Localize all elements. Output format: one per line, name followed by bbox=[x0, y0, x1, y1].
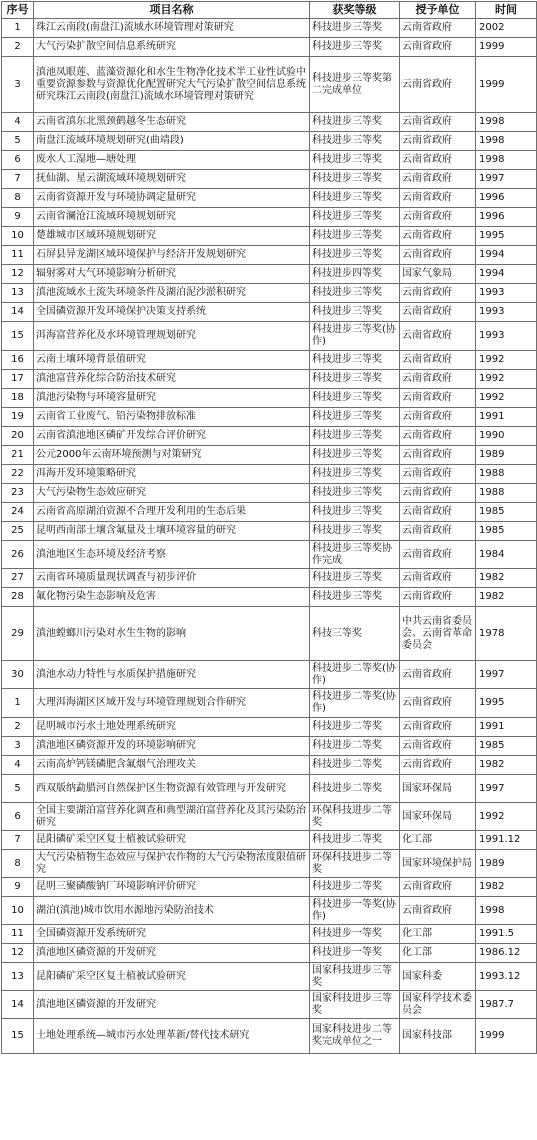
award-year: 1991.5 bbox=[476, 925, 537, 944]
row-number: 12 bbox=[2, 944, 34, 963]
award-year: 1986.12 bbox=[476, 944, 537, 963]
award-level: 科技进步三等奖 bbox=[310, 303, 400, 322]
table-row bbox=[2, 322, 537, 351]
table-row bbox=[2, 465, 537, 484]
award-level: 国家科技进步三等奖 bbox=[310, 991, 400, 1019]
award-level: 科技进步二等奖(协作) bbox=[310, 689, 400, 718]
award-level: 科技进步三等奖 bbox=[310, 151, 400, 170]
awarding-unit: 云南省政府 bbox=[400, 57, 476, 113]
table-row bbox=[2, 370, 537, 389]
award-year: 1982 bbox=[476, 569, 537, 588]
table-row bbox=[2, 227, 537, 246]
row-number: 7 bbox=[2, 170, 34, 189]
awarding-unit: 云南省政府 bbox=[400, 465, 476, 484]
awarding-unit: 化工部 bbox=[400, 944, 476, 963]
award-year: 1997 bbox=[476, 775, 537, 803]
project-name: 滇池凤眼莲、蓝藻资源化和水生生物净化技术半工业性试验中重要资源参数与资源优化配置研究大气污染扩散空间信息系统研究珠江云南段(南盘江)流域水环境管理对策研究 bbox=[34, 57, 310, 113]
award-year: 1991 bbox=[476, 718, 537, 737]
award-year: 1992 bbox=[476, 389, 537, 408]
awarding-unit: 化工部 bbox=[400, 925, 476, 944]
table-row bbox=[2, 446, 537, 465]
row-number: 30 bbox=[2, 661, 34, 689]
award-year: 1999 bbox=[476, 38, 537, 57]
row-number: 15 bbox=[2, 322, 34, 351]
table-row bbox=[2, 113, 537, 132]
project-name: 云南省滇池地区磷矿开发综合评价研究 bbox=[34, 427, 310, 446]
table-row bbox=[2, 284, 537, 303]
award-year: 1989 bbox=[476, 850, 537, 878]
project-name: 云南省滇东北黑颈鹤越冬生态研究 bbox=[34, 113, 310, 132]
award-level: 科技进步二等奖 bbox=[310, 775, 400, 803]
award-level: 国家科技进步三等奖 bbox=[310, 963, 400, 991]
award-year: 1998 bbox=[476, 151, 537, 170]
award-level: 科技进步三等奖 bbox=[310, 569, 400, 588]
row-number: 29 bbox=[2, 607, 34, 661]
table-row bbox=[2, 775, 537, 803]
row-number: 13 bbox=[2, 284, 34, 303]
table-header bbox=[2, 2, 537, 19]
table-row bbox=[2, 718, 537, 737]
row-number: 4 bbox=[2, 113, 34, 132]
awarding-unit: 国家环境保护局 bbox=[400, 850, 476, 878]
table-row bbox=[2, 944, 537, 963]
table-row bbox=[2, 925, 537, 944]
project-name: 昆明三聚磷酸钠厂环境影响评价研究 bbox=[34, 878, 310, 897]
awarding-unit: 云南省政府 bbox=[400, 351, 476, 370]
award-year: 1994 bbox=[476, 265, 537, 284]
award-year: 2002 bbox=[476, 19, 537, 38]
project-name: 滇池富营养化综合防治技术研究 bbox=[34, 370, 310, 389]
row-number: 5 bbox=[2, 132, 34, 151]
award-level: 科技进步三等奖 bbox=[310, 351, 400, 370]
awarding-unit: 云南省政府 bbox=[400, 756, 476, 775]
project-name: 滇池地区磷资源的开发研究 bbox=[34, 991, 310, 1019]
table-row bbox=[2, 503, 537, 522]
awarding-unit: 云南省政府 bbox=[400, 370, 476, 389]
table-row bbox=[2, 208, 537, 227]
project-name: 公元2000年云南环境预测与对策研究 bbox=[34, 446, 310, 465]
award-year: 1998 bbox=[476, 897, 537, 925]
award-year: 1982 bbox=[476, 588, 537, 607]
award-year: 1991 bbox=[476, 408, 537, 427]
project-name: 珠江云南段(南盘江)流域水环境管理对策研究 bbox=[34, 19, 310, 38]
awarding-unit: 云南省政府 bbox=[400, 151, 476, 170]
awarding-unit: 国家气象局 bbox=[400, 265, 476, 284]
project-name: 滇池污染物与环境容量研究 bbox=[34, 389, 310, 408]
table-row bbox=[2, 408, 537, 427]
award-level: 科技进步三等奖 bbox=[310, 132, 400, 151]
table-row bbox=[2, 246, 537, 265]
table-row bbox=[2, 522, 537, 541]
table-row bbox=[2, 803, 537, 831]
row-number: 24 bbox=[2, 503, 34, 522]
table-row bbox=[2, 484, 537, 503]
table-row bbox=[2, 963, 537, 991]
award-level: 科技进步二等奖 bbox=[310, 831, 400, 850]
project-name: 全国磷资源开发环境保护决策支持系统 bbox=[34, 303, 310, 322]
awarding-unit: 云南省政府 bbox=[400, 878, 476, 897]
awarding-unit: 云南省政府 bbox=[400, 389, 476, 408]
awarding-unit: 云南省政府 bbox=[400, 718, 476, 737]
award-year: 1999 bbox=[476, 1019, 537, 1054]
table-row bbox=[2, 756, 537, 775]
award-level: 国家科技进步二等奖完成单位之一 bbox=[310, 1019, 400, 1054]
award-level: 科技进步三等奖(协作) bbox=[310, 322, 400, 351]
table-row bbox=[2, 831, 537, 850]
table-row bbox=[2, 569, 537, 588]
awarding-unit: 云南省政府 bbox=[400, 737, 476, 756]
award-year: 1982 bbox=[476, 878, 537, 897]
row-number: 13 bbox=[2, 963, 34, 991]
project-name: 滇池水动力特性与水质保护措施研究 bbox=[34, 661, 310, 689]
table-row bbox=[2, 427, 537, 446]
row-number: 8 bbox=[2, 850, 34, 878]
table-row bbox=[2, 588, 537, 607]
project-name: 滇池地区磷资源的开发研究 bbox=[34, 944, 310, 963]
table-row bbox=[2, 189, 537, 208]
row-number: 14 bbox=[2, 303, 34, 322]
row-number: 5 bbox=[2, 775, 34, 803]
awarding-unit: 云南省政府 bbox=[400, 38, 476, 57]
award-level: 科技进步三等奖 bbox=[310, 38, 400, 57]
award-level: 科技进步一等奖 bbox=[310, 925, 400, 944]
awarding-unit: 云南省政府 bbox=[400, 170, 476, 189]
table-row bbox=[2, 151, 537, 170]
award-level: 科技进步二等奖 bbox=[310, 737, 400, 756]
awarding-unit: 云南省政府 bbox=[400, 284, 476, 303]
project-name: 云南省工业废气、铅污染物排放标准 bbox=[34, 408, 310, 427]
row-number: 6 bbox=[2, 151, 34, 170]
table-row bbox=[2, 737, 537, 756]
header-name: 项目名称 bbox=[34, 2, 310, 19]
award-year: 1989 bbox=[476, 446, 537, 465]
award-level: 环保科技进步二等奖 bbox=[310, 803, 400, 831]
table-row bbox=[2, 1019, 537, 1054]
award-year: 1998 bbox=[476, 113, 537, 132]
project-name: 楚雄城市区域环境规划研究 bbox=[34, 227, 310, 246]
row-number: 19 bbox=[2, 408, 34, 427]
award-level: 科技进步三等奖 bbox=[310, 189, 400, 208]
awarding-unit: 云南省政府 bbox=[400, 661, 476, 689]
award-level: 科技进步三等奖 bbox=[310, 246, 400, 265]
awarding-unit: 国家环保局 bbox=[400, 803, 476, 831]
row-number: 6 bbox=[2, 803, 34, 831]
table-row bbox=[2, 850, 537, 878]
project-name: 全国主要湖泊富营养化调查和典型湖泊富营养化及其污染防治研究 bbox=[34, 803, 310, 831]
award-year: 1997 bbox=[476, 661, 537, 689]
project-name: 氟化物污染生态影响及危害 bbox=[34, 588, 310, 607]
row-number: 16 bbox=[2, 351, 34, 370]
award-year: 1987.7 bbox=[476, 991, 537, 1019]
awarding-unit: 云南省政府 bbox=[400, 19, 476, 38]
award-year: 1998 bbox=[476, 132, 537, 151]
row-number: 9 bbox=[2, 208, 34, 227]
award-level: 科技进步三等奖 bbox=[310, 408, 400, 427]
award-level: 科技进步三等奖 bbox=[310, 113, 400, 132]
award-level: 科技进步三等奖 bbox=[310, 284, 400, 303]
row-number: 14 bbox=[2, 991, 34, 1019]
award-level: 科技进步三等奖 bbox=[310, 427, 400, 446]
awarding-unit: 云南省政府 bbox=[400, 227, 476, 246]
awarding-unit: 云南省政府 bbox=[400, 113, 476, 132]
project-name: 滇池地区生态环境及经济考察 bbox=[34, 541, 310, 569]
table-row bbox=[2, 19, 537, 38]
row-number: 11 bbox=[2, 925, 34, 944]
table-body bbox=[2, 19, 537, 1054]
table-row bbox=[2, 689, 537, 718]
project-name: 昆阳磷矿采空区复土植被试验研究 bbox=[34, 963, 310, 991]
project-name: 洱海富营养化及水环境管理规划研究 bbox=[34, 322, 310, 351]
awarding-unit: 中共云南省委员会、云南省革命委员会 bbox=[400, 607, 476, 661]
award-level: 环保科技进步二等奖 bbox=[310, 850, 400, 878]
row-number: 3 bbox=[2, 57, 34, 113]
header-no: 序号 bbox=[2, 2, 34, 19]
row-number: 26 bbox=[2, 541, 34, 569]
award-year: 1992 bbox=[476, 803, 537, 831]
award-level: 科技进步二等奖 bbox=[310, 878, 400, 897]
awarding-unit: 云南省政府 bbox=[400, 427, 476, 446]
award-level: 科技进步三等奖 bbox=[310, 503, 400, 522]
awarding-unit: 化工部 bbox=[400, 831, 476, 850]
award-level: 科技进步三等奖 bbox=[310, 227, 400, 246]
awarding-unit: 云南省政府 bbox=[400, 503, 476, 522]
project-name: 大气污染植物生态效应与保护农作物的大气污染物浓度限值研究 bbox=[34, 850, 310, 878]
award-level: 科技进步二等奖 bbox=[310, 756, 400, 775]
awarding-unit: 云南省政府 bbox=[400, 189, 476, 208]
table-row bbox=[2, 38, 537, 57]
award-level: 科技进步三等奖 bbox=[310, 208, 400, 227]
table-row bbox=[2, 303, 537, 322]
header-level: 获奖等级 bbox=[310, 2, 400, 19]
award-year: 1985 bbox=[476, 737, 537, 756]
awarding-unit: 云南省政府 bbox=[400, 408, 476, 427]
awarding-unit: 云南省政府 bbox=[400, 569, 476, 588]
awarding-unit: 国家科学技术委员会 bbox=[400, 991, 476, 1019]
project-name: 湖泊(滇池)城市饮用水源地污染防治技术 bbox=[34, 897, 310, 925]
award-year: 1990 bbox=[476, 427, 537, 446]
award-year: 1985 bbox=[476, 503, 537, 522]
table-row bbox=[2, 661, 537, 689]
awarding-unit: 云南省政府 bbox=[400, 322, 476, 351]
project-name: 昆明西南部土壤含氟量及土壤环境容量的研究 bbox=[34, 522, 310, 541]
award-level: 科技进步三等奖 bbox=[310, 19, 400, 38]
project-name: 云南土壤环境背景值研究 bbox=[34, 351, 310, 370]
award-year: 1988 bbox=[476, 484, 537, 503]
project-name: 洱海开发环境策略研究 bbox=[34, 465, 310, 484]
awarding-unit: 云南省政府 bbox=[400, 588, 476, 607]
award-year: 1988 bbox=[476, 465, 537, 484]
header-unit: 授予单位 bbox=[400, 2, 476, 19]
table-row bbox=[2, 351, 537, 370]
award-year: 1993.12 bbox=[476, 963, 537, 991]
row-number: 23 bbox=[2, 484, 34, 503]
award-level: 科技进步四等奖 bbox=[310, 265, 400, 284]
award-year: 1982 bbox=[476, 756, 537, 775]
project-name: 西双版纳勐腊河自然保护区生物资源有效管理与开发研究 bbox=[34, 775, 310, 803]
award-level: 科技进步三等奖第二完成单位 bbox=[310, 57, 400, 113]
table-row bbox=[2, 991, 537, 1019]
award-year: 1992 bbox=[476, 370, 537, 389]
row-number: 10 bbox=[2, 897, 34, 925]
header-row bbox=[2, 2, 537, 19]
awarding-unit: 云南省政府 bbox=[400, 446, 476, 465]
row-number: 2 bbox=[2, 38, 34, 57]
row-number: 20 bbox=[2, 427, 34, 446]
project-name: 滇池流域水土流失环境条件及湖泊泥沙淤积研究 bbox=[34, 284, 310, 303]
row-number: 4 bbox=[2, 756, 34, 775]
table-row bbox=[2, 170, 537, 189]
project-name: 石屏县异龙湖区域环境保护与经济开发规划研究 bbox=[34, 246, 310, 265]
table-row bbox=[2, 57, 537, 113]
header-year: 时间 bbox=[476, 2, 537, 19]
award-level: 科技进步三等奖 bbox=[310, 465, 400, 484]
award-year: 1997 bbox=[476, 170, 537, 189]
awarding-unit: 云南省政府 bbox=[400, 541, 476, 569]
project-name: 抚仙湖、星云湖流域环境规划研究 bbox=[34, 170, 310, 189]
award-level: 科技进步三等奖 bbox=[310, 522, 400, 541]
project-name: 大理洱海湖区区域开发与环境管理规划合作研究 bbox=[34, 689, 310, 718]
award-year: 1999 bbox=[476, 57, 537, 113]
award-level: 科技进步一等奖(协作) bbox=[310, 897, 400, 925]
awarding-unit: 国家科委 bbox=[400, 963, 476, 991]
award-year: 1993 bbox=[476, 303, 537, 322]
row-number: 2 bbox=[2, 718, 34, 737]
row-number: 7 bbox=[2, 831, 34, 850]
award-level: 科技进步三等奖 bbox=[310, 484, 400, 503]
project-name: 昆明城市污水土地处理系统研究 bbox=[34, 718, 310, 737]
row-number: 3 bbox=[2, 737, 34, 756]
award-level: 科技进步二等奖 bbox=[310, 718, 400, 737]
row-number: 8 bbox=[2, 189, 34, 208]
award-year: 1985 bbox=[476, 522, 537, 541]
awarding-unit: 云南省政府 bbox=[400, 897, 476, 925]
row-number: 28 bbox=[2, 588, 34, 607]
award-level: 科技进步三等奖 bbox=[310, 389, 400, 408]
award-level: 科技进步三等奖 bbox=[310, 588, 400, 607]
award-year: 1996 bbox=[476, 189, 537, 208]
awarding-unit: 云南省政府 bbox=[400, 689, 476, 718]
row-number: 17 bbox=[2, 370, 34, 389]
row-number: 15 bbox=[2, 1019, 34, 1054]
project-name: 南盘江流域环境规划研究(曲靖段) bbox=[34, 132, 310, 151]
project-name: 云南省澜沧江流域环境规划研究 bbox=[34, 208, 310, 227]
table-row bbox=[2, 541, 537, 569]
project-name: 大气污染物生态效应研究 bbox=[34, 484, 310, 503]
award-level: 科技进步三等奖 bbox=[310, 170, 400, 189]
award-level: 科技进步三等奖 bbox=[310, 370, 400, 389]
row-number: 18 bbox=[2, 389, 34, 408]
row-number: 21 bbox=[2, 446, 34, 465]
award-year: 1993 bbox=[476, 322, 537, 351]
project-name: 废水人工湿地—塘处理 bbox=[34, 151, 310, 170]
award-year: 1995 bbox=[476, 227, 537, 246]
award-year: 1992 bbox=[476, 351, 537, 370]
award-year: 1996 bbox=[476, 208, 537, 227]
row-number: 22 bbox=[2, 465, 34, 484]
project-name: 大气污染扩散空间信息系统研究 bbox=[34, 38, 310, 57]
project-name: 滇池地区磷资源开发的环境影响研究 bbox=[34, 737, 310, 756]
row-number: 27 bbox=[2, 569, 34, 588]
awarding-unit: 云南省政府 bbox=[400, 246, 476, 265]
award-year: 1993 bbox=[476, 284, 537, 303]
award-year: 1994 bbox=[476, 246, 537, 265]
award-level: 科技进步二等奖(协作) bbox=[310, 661, 400, 689]
awarding-unit: 云南省政府 bbox=[400, 303, 476, 322]
table-row bbox=[2, 389, 537, 408]
table-row bbox=[2, 897, 537, 925]
project-name: 云南省资源开发与环境协调定量研究 bbox=[34, 189, 310, 208]
project-name: 云南省高原湖泊资源不合理开发利用的生态后果 bbox=[34, 503, 310, 522]
project-name: 全国磷资源开发系统研究 bbox=[34, 925, 310, 944]
award-year: 1984 bbox=[476, 541, 537, 569]
row-number: 25 bbox=[2, 522, 34, 541]
award-year: 1995 bbox=[476, 689, 537, 718]
table-row bbox=[2, 265, 537, 284]
awarding-unit: 云南省政府 bbox=[400, 132, 476, 151]
project-name: 辐射雾对大气环境影响分析研究 bbox=[34, 265, 310, 284]
awards-table bbox=[1, 1, 537, 1054]
award-level: 科技三等奖 bbox=[310, 607, 400, 661]
row-number: 1 bbox=[2, 689, 34, 718]
project-name: 云南省环境质量现状调查与初步评价 bbox=[34, 569, 310, 588]
awarding-unit: 云南省政府 bbox=[400, 484, 476, 503]
row-number: 12 bbox=[2, 265, 34, 284]
awarding-unit: 国家环保局 bbox=[400, 775, 476, 803]
row-number: 11 bbox=[2, 246, 34, 265]
row-number: 10 bbox=[2, 227, 34, 246]
award-level: 科技进步三等奖 bbox=[310, 446, 400, 465]
table-row bbox=[2, 878, 537, 897]
project-name: 昆阳磷矿采空区复土植被试验研究 bbox=[34, 831, 310, 850]
table-row bbox=[2, 607, 537, 661]
row-number: 9 bbox=[2, 878, 34, 897]
project-name: 云南高炉钙镁磷肥含氟烟气治理攻关 bbox=[34, 756, 310, 775]
project-name: 土地处理系统—城市污水处理革新/替代技术研究 bbox=[34, 1019, 310, 1054]
awarding-unit: 云南省政府 bbox=[400, 208, 476, 227]
awarding-unit: 云南省政府 bbox=[400, 522, 476, 541]
award-level: 科技进步一等奖 bbox=[310, 944, 400, 963]
table-row bbox=[2, 132, 537, 151]
project-name: 滇池螳螂川污染对水生生物的影响 bbox=[34, 607, 310, 661]
award-level: 科技进步三等奖协作完成 bbox=[310, 541, 400, 569]
awarding-unit: 国家科技部 bbox=[400, 1019, 476, 1054]
award-year: 1978 bbox=[476, 607, 537, 661]
row-number: 1 bbox=[2, 19, 34, 38]
award-year: 1991.12 bbox=[476, 831, 537, 850]
